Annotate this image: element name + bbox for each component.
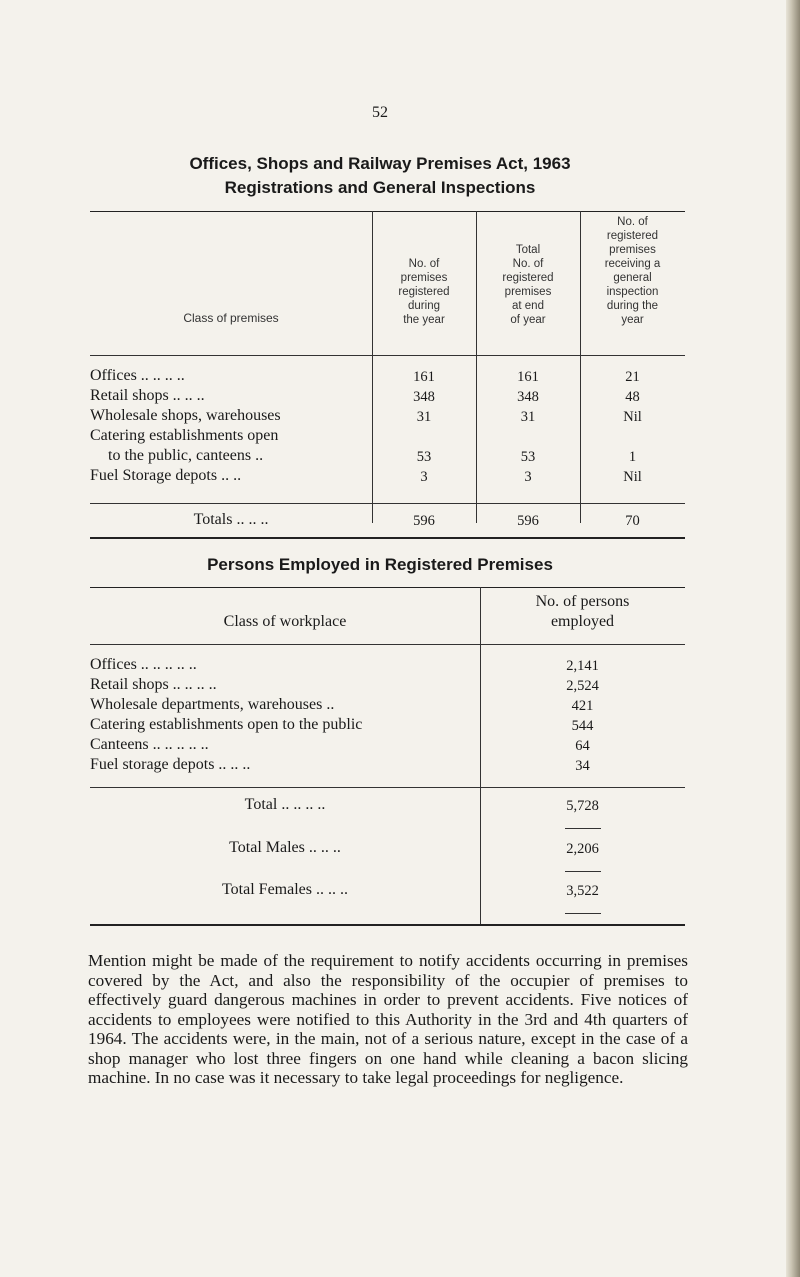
totals-cell: 596 <box>413 513 435 529</box>
persons-employed-table <box>90 587 685 927</box>
total-females-label: Total Females .. .. .. <box>222 881 348 898</box>
total-females-cell: 3,522 <box>566 883 599 899</box>
table-cell: 161 <box>413 369 435 385</box>
header-line: registered <box>502 272 554 284</box>
table-cell: 3 <box>420 469 428 485</box>
header-premises-inspected <box>580 215 685 327</box>
row-label-canteens: Canteens .. .. .. .. .. <box>90 736 209 753</box>
table-cell: 161 <box>517 369 539 385</box>
table-cell: 348 <box>517 389 539 405</box>
header-class-of-workplace: Class of workplace <box>223 613 347 630</box>
table-cell: 1 <box>628 449 637 465</box>
table-cell: 3 <box>524 469 532 485</box>
row-label-catering-cont: to the public, canteens .. <box>108 447 264 464</box>
table-cell: 348 <box>413 389 435 405</box>
row-label-retail-shops: Retail shops .. .. .. <box>90 387 205 404</box>
table-cell: 34 <box>575 758 590 774</box>
table-cell: Nil <box>623 409 642 425</box>
table-cell: Nil <box>623 469 642 485</box>
underline-rule <box>565 828 601 829</box>
header-number-employed <box>480 592 685 632</box>
table-cell: 64 <box>575 738 590 754</box>
total-label: Total .. .. .. .. <box>244 796 326 813</box>
header-line: No. of persons <box>535 593 630 610</box>
total-cell: 5,728 <box>566 798 599 814</box>
page-number: 52 <box>372 104 388 121</box>
totals-rule <box>90 503 685 504</box>
header-line: year <box>621 314 644 326</box>
row-label-offices: Offices .. .. .. .. <box>90 367 185 384</box>
totals-label: Totals .. .. .. <box>193 511 269 528</box>
table-cell: 21 <box>625 369 640 385</box>
totals-cell: 70 <box>625 513 640 529</box>
table-cell: 31 <box>520 409 536 425</box>
header-line: premises <box>504 286 552 298</box>
header-rule <box>373 355 685 356</box>
header-line: premises <box>400 272 448 284</box>
header-line: registered <box>606 230 659 242</box>
underline-rule <box>565 871 601 872</box>
header-rule <box>481 644 685 645</box>
row-label-offices: Offices .. .. .. .. .. <box>90 656 197 673</box>
header-rule <box>90 644 480 645</box>
table-cell: 53 <box>416 449 432 465</box>
table-cell: 53 <box>520 449 536 465</box>
row-label-fuel-storage: Fuel Storage depots .. .. <box>90 467 242 484</box>
header-line: the year <box>403 314 445 326</box>
header-line: No. of <box>512 258 544 270</box>
header-line: of year <box>510 314 546 326</box>
table-cell: 48 <box>625 389 640 405</box>
underline-rule <box>565 913 601 914</box>
header-line: during <box>408 300 440 312</box>
header-line: inspection <box>606 286 659 298</box>
table-cell: 31 <box>416 409 432 425</box>
header-total-registered <box>476 243 580 327</box>
accidents-paragraph: Mention might be made of the requirement to notify accidents occurring in premises covered by the Act, and also the responsibility of the occupier of premises to effectively guard dangerous machines in order to prevent accidents. Five notices of accidents to employees were notified to this Authority in the 3rd and 4th quarters of 1964. The accidents were, in the main, not of a serious nature, except in the case of a shop manager who lost three fingers on one hand while cleaning a bacon slicing machine. In no case was it necessary to take legal proceedings for negligence. <box>88 951 688 1088</box>
header-line: employed <box>550 613 615 630</box>
header-line: during the <box>606 300 659 312</box>
header-line: at end <box>512 300 544 312</box>
table-cell: 544 <box>571 718 594 734</box>
row-label-retail-shops: Retail shops .. .. .. .. <box>90 676 217 693</box>
table-top-rule <box>90 211 685 212</box>
registrations-table <box>90 211 685 539</box>
header-line: No. of <box>408 258 440 270</box>
row-label-fuel-storage: Fuel storage depots .. .. .. <box>90 756 251 773</box>
row-label-catering: Catering establishments open <box>90 427 279 444</box>
header-class-of-premises: Class of premises <box>183 311 279 325</box>
table-cell: 2,141 <box>566 658 599 674</box>
column-divider <box>480 587 481 924</box>
row-label-wholesale: Wholesale shops, warehouses <box>90 407 281 424</box>
table-cell: 2,524 <box>566 678 599 694</box>
header-line: general <box>613 272 652 284</box>
row-label-catering: Catering establishments open to the public <box>90 716 363 733</box>
table-bottom-rule <box>90 537 685 539</box>
total-rule <box>90 787 685 788</box>
section-title-persons-employed: Persons Employed in Registered Premises <box>207 555 553 574</box>
header-line: receiving a <box>604 258 661 270</box>
header-line: premises <box>609 244 656 256</box>
header-line: registered <box>398 286 450 298</box>
header-line: Total <box>515 244 541 256</box>
table-cell: 421 <box>571 698 594 714</box>
row-label-wholesale: Wholesale departments, warehouses .. <box>90 696 335 713</box>
header-line: No. of <box>617 216 648 228</box>
total-males-label: Total Males .. .. .. <box>229 839 341 856</box>
book-spine-edge <box>786 0 800 1277</box>
totals-cell: 596 <box>517 513 539 529</box>
page-title: Offices, Shops and Railway Premises Act, 1963 <box>189 154 571 173</box>
section-title-registrations: Registrations and General Inspections <box>224 178 536 197</box>
header-rule <box>90 355 372 356</box>
total-males-cell: 2,206 <box>566 841 599 857</box>
table-bottom-rule <box>90 924 685 926</box>
header-premises-registered <box>372 257 476 327</box>
table-top-rule <box>90 587 685 588</box>
